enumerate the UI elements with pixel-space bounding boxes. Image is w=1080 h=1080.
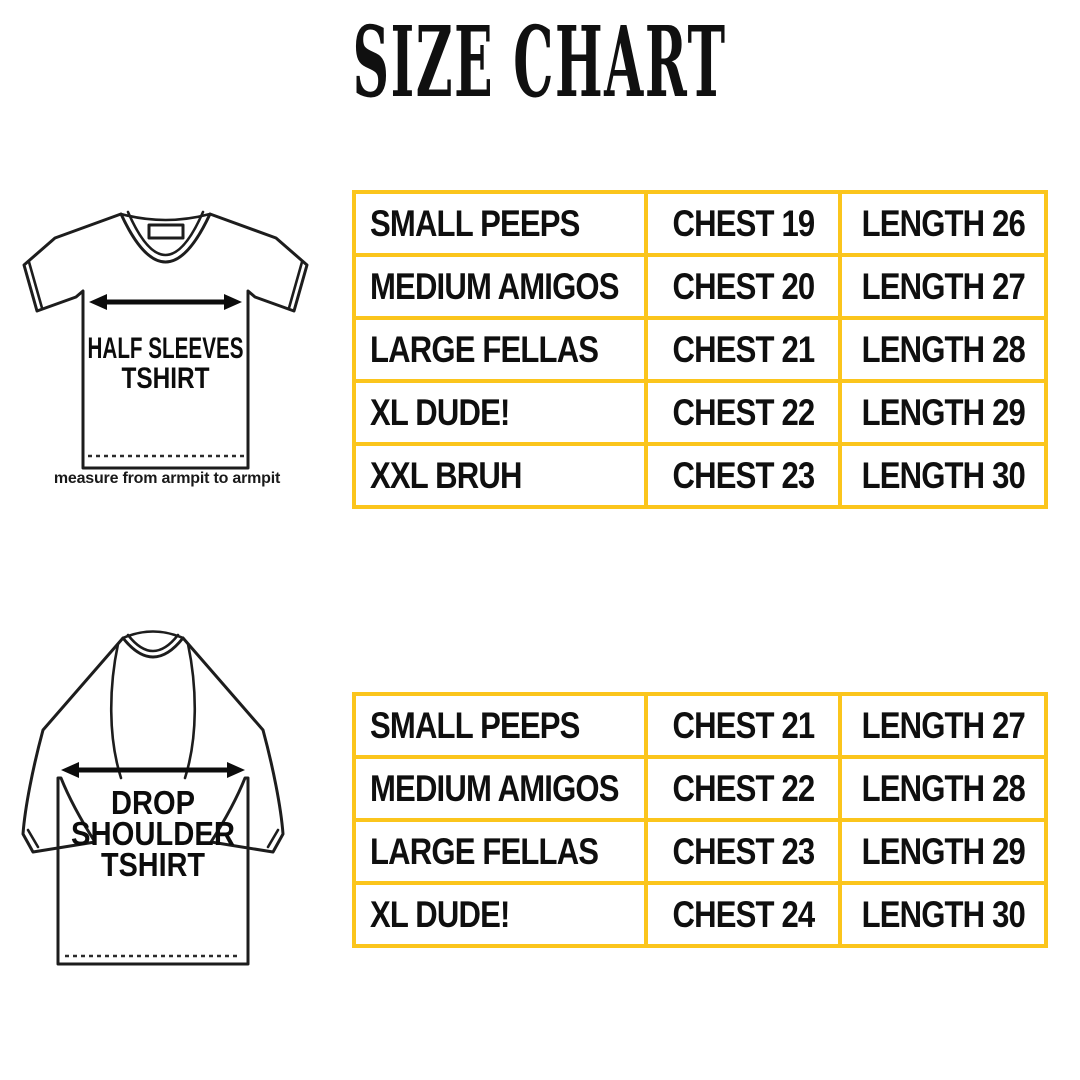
chest-cell [646,820,840,883]
drop-shoulder-label-line3: TSHIRT [101,846,205,883]
length-cell [840,883,1046,946]
chest-value: CHEST 23 [672,830,814,872]
size-label: XL DUDE! [370,391,510,433]
size-cell [354,883,646,946]
size-cell [354,757,646,820]
chest-value: CHEST 23 [672,454,814,496]
size-label: MEDIUM AMIGOS [370,265,619,307]
chest-value: CHEST 19 [672,202,814,244]
length-cell [840,820,1046,883]
back-neckline [123,632,183,639]
size-cell [354,255,646,318]
size-cell [354,820,646,883]
chest-cell [646,694,840,757]
chest-cell [646,255,840,318]
table-row [354,883,1046,946]
measure-caption: measure from armpit to armpit [53,470,281,487]
chest-value: CHEST 20 [672,265,814,307]
table-row [354,694,1046,757]
size-cell [354,318,646,381]
size-cell [354,192,646,255]
drop-shoulder-tshirt-illustration [5,612,305,982]
chest-value: CHEST 21 [672,328,814,370]
length-cell [840,255,1046,318]
length-value: LENGTH 30 [861,893,1025,935]
length-cell [840,444,1046,507]
length-value: LENGTH 28 [861,328,1025,370]
length-cell [840,757,1046,820]
chest-value: CHEST 22 [672,391,814,433]
neck-label [149,225,183,238]
chest-value: CHEST 24 [672,893,814,935]
chest-value: CHEST 22 [672,767,814,809]
page-title-text: SIZE CHART [353,5,727,119]
size-label: SMALL PEEPS [370,704,580,746]
chest-cell [646,381,840,444]
length-value: LENGTH 29 [861,391,1025,433]
half-sleeves-label-line1: HALF SLEEVES [87,332,244,365]
chest-cell [646,192,840,255]
table-row [354,757,1046,820]
chest-cell [646,444,840,507]
size-cell [354,381,646,444]
size-label: MEDIUM AMIGOS [370,767,619,809]
chest-value: CHEST 21 [672,704,814,746]
size-label: SMALL PEEPS [370,202,580,244]
length-value: LENGTH 26 [861,202,1025,244]
drop-shoulder-size-table [352,692,1048,948]
chest-cell [646,883,840,946]
size-label: LARGE FELLAS [370,328,599,370]
table-row [354,820,1046,883]
table-row [354,444,1046,507]
drop-shoulder-label-line1: DROP [111,784,195,821]
length-cell [840,694,1046,757]
back-neckline [121,214,210,220]
page-title [0,5,1080,119]
length-value: LENGTH 30 [861,454,1025,496]
size-cell [354,444,646,507]
length-cell [840,318,1046,381]
length-value: LENGTH 28 [861,767,1025,809]
length-cell [840,381,1046,444]
half-sleeves-tshirt-illustration [12,198,322,478]
half-sleeves-label-line2: TSHIRT [121,362,210,395]
length-cell [840,192,1046,255]
table-row [354,192,1046,255]
size-label: XL DUDE! [370,893,510,935]
table-row [354,381,1046,444]
chest-cell [646,757,840,820]
size-label: LARGE FELLAS [370,830,599,872]
length-value: LENGTH 27 [861,704,1025,746]
size-cell [354,694,646,757]
length-value: LENGTH 27 [861,265,1025,307]
collar-inner-line [128,635,178,651]
drop-shoulder-label-line2: SHOULDER [71,815,236,852]
length-value: LENGTH 29 [861,830,1025,872]
table-row [354,255,1046,318]
half-sleeves-size-table [352,190,1048,509]
table-row [354,318,1046,381]
size-label: XXL BRUH [370,454,522,496]
chest-cell [646,318,840,381]
